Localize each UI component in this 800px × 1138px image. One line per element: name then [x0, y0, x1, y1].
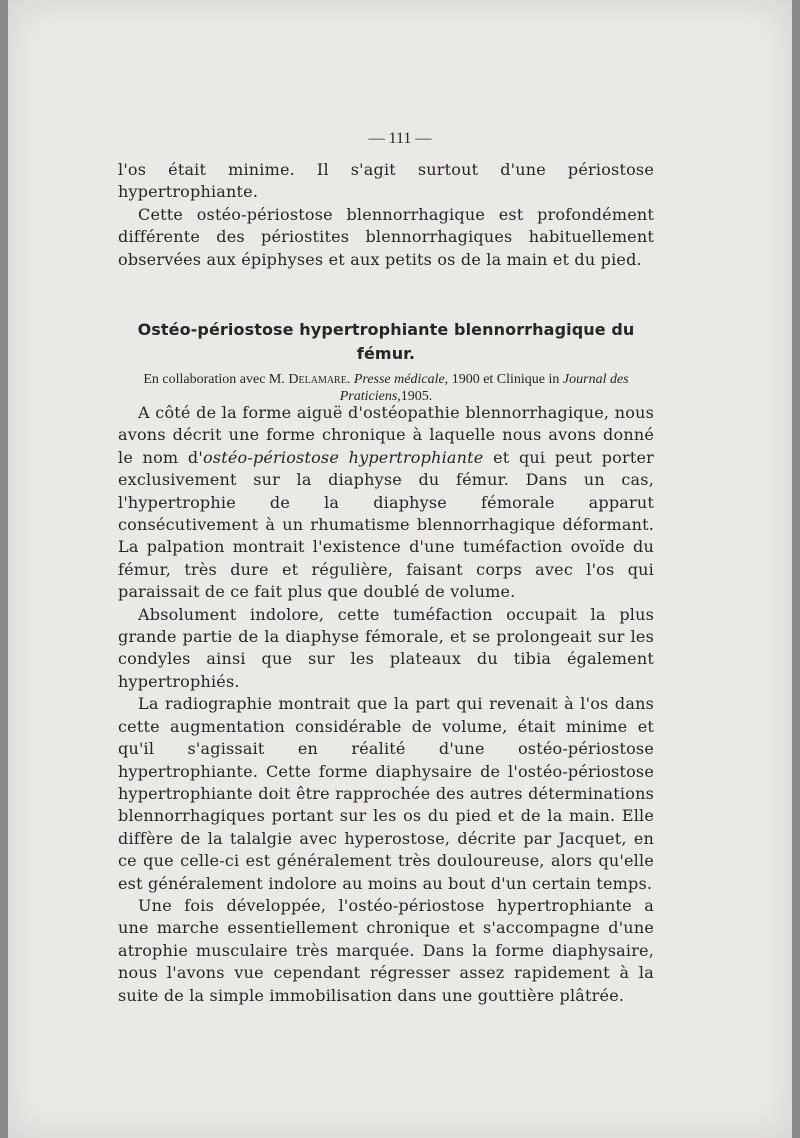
section-title: Ostéo-périostose hypertrophiante blennorrhagique du fémur. [137, 320, 635, 363]
paragraph-4: Une fois développée, l'ostéo-périostose hypertrophiante a une marche essentiellement chronique et s'accompagne d'une atrophie musculaire très marquée. Dans la forme diaphysaire, nous l'avons vue cependant régresser assez rapidement à la suite de la simple immobilisation dans une gouttière plâtrée. [118, 895, 654, 1005]
continued-paragraph: l'os était minime. Il s'agit surtout d'une périostose hypertrophiante. [118, 160, 654, 202]
collab-source-2: Journal des Praticiens, [339, 372, 629, 404]
p1-text-after: et qui peut porter exclusivement sur la diaphyse du fémur. Dans un cas, l'hypertrophie de la diaphyse fémorale apparut consécutivement à un rhumatisme blennorrhagique déformant. La palpation montrait l'existence d'une tuméfaction ovoïde du fémur, très dure et régulière, faisant corps avec l'os qui paraissait de ce fait plus que doublé de volume. [118, 447, 654, 602]
collab-mid: 1900 et Clinique in [451, 372, 560, 387]
top-text-block [118, 159, 654, 271]
paragraph-2: Absolument indolore, cette tuméfaction occupait la plus grande partie de la diaphyse fémorale, et se prolongeait sur les condyles ainsi que sur les plateaux du tibia également hypertrophiés. [118, 604, 654, 691]
collab-prefix: En collaboration avec M. [143, 372, 285, 387]
page-number: — 111 — [368, 130, 432, 147]
section-header [118, 318, 654, 405]
paragraph-1 [118, 402, 654, 604]
collab-source-1: Presse médicale, [353, 372, 449, 387]
collaboration-note [118, 371, 654, 405]
collab-year: 1905. [400, 389, 433, 404]
paragraph-3: La radiographie montrait que la part qui revenait à l'os dans cette augmentation considérable de volume, était minime et qu'il s'agissait en réalité d'une ostéo-périostose hypertrophiante. Cette forme diaphysaire de l'ostéo-périostose hypertrophiante doit être rapprochée des autres déterminations blennorrhagiques portant sur les os du pied et de la main. Elle diffère de la talalgie avec hyperostose, décrite par Jacquet, en ce que celle-ci est généralement très douloureuse, alors qu'elle est généralement indolore au moins au bout d'un certain temps. [118, 694, 654, 893]
body-text-block [118, 402, 654, 1007]
p1-text-before: A côté de la forme aiguë d'ostéopathie blennorrhagique, nous avons décrit une forme chronique à laquelle nous avons donné le nom d' [118, 403, 654, 467]
p1-italic-term: ostéo-périostose hypertrophiante [202, 447, 484, 467]
collab-author: Delamare. [288, 372, 351, 387]
paragraph: Cette ostéo-périostose blennorrhagique est profondément différente des périostites blennorrhagiques habituellement observées aux épiphyses et aux petits os de la main et du pied. [118, 204, 654, 269]
